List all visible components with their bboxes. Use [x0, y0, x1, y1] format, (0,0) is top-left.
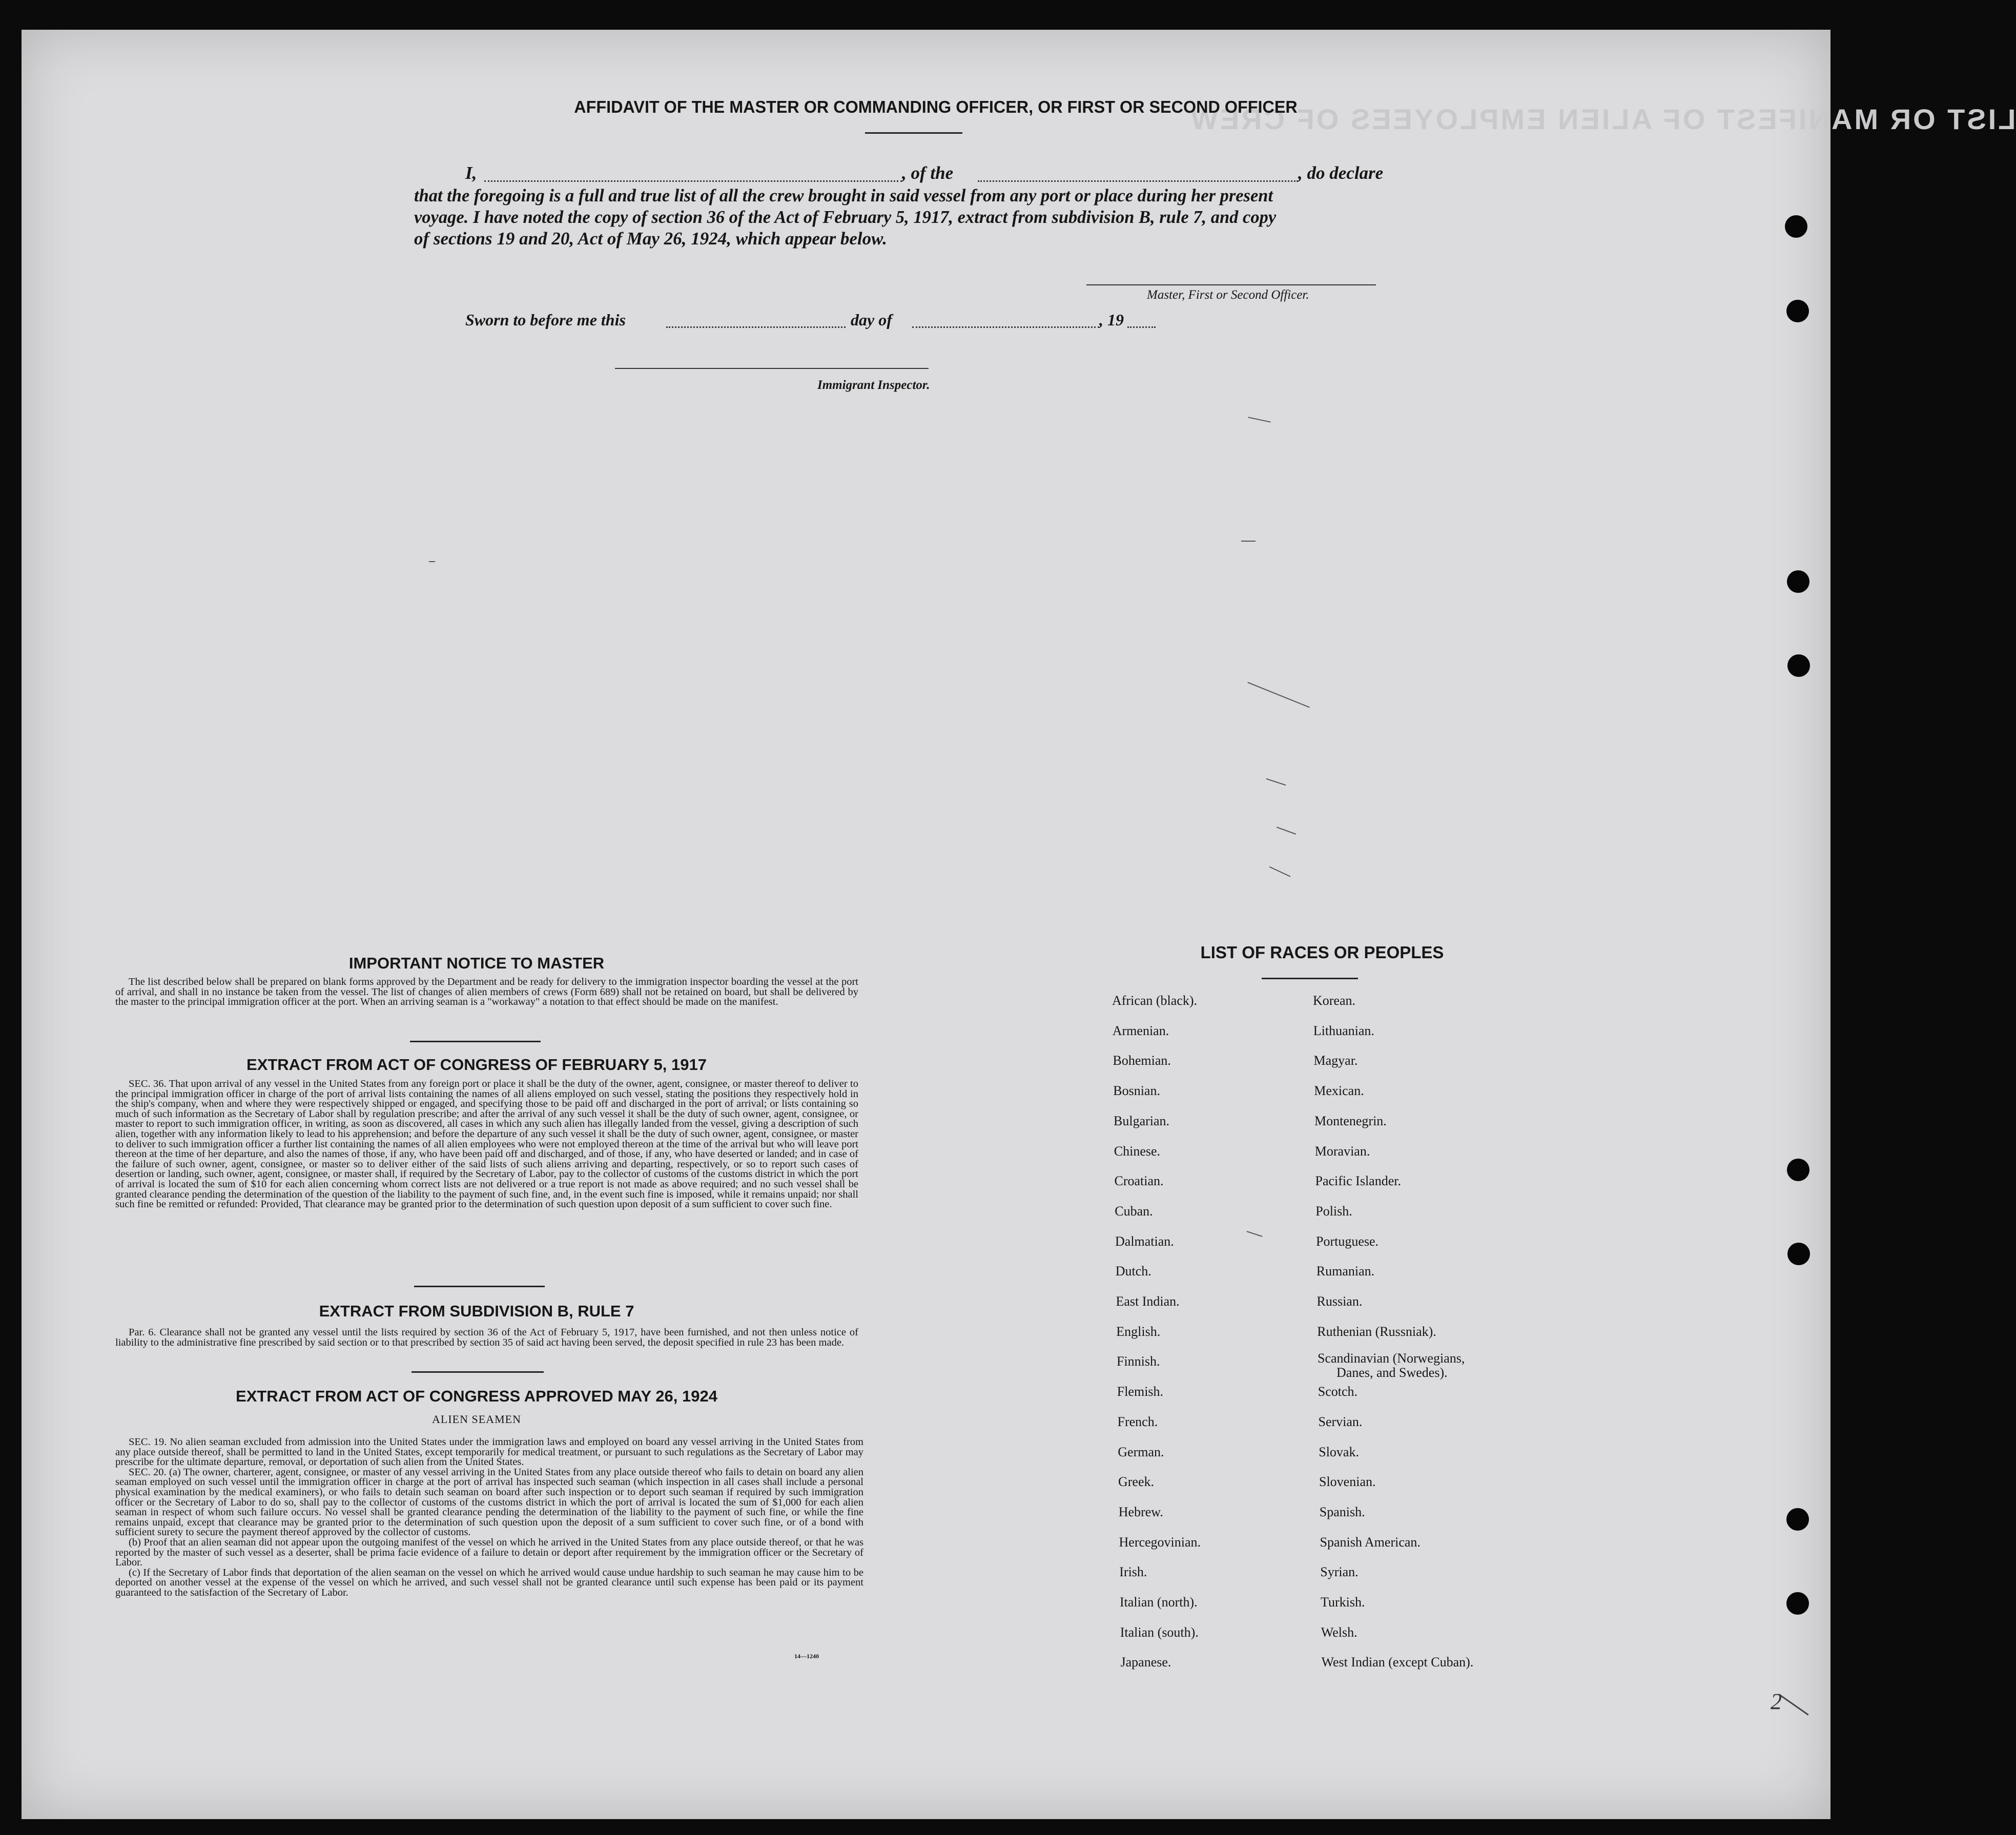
- notice-title: IMPORTANT NOTICE TO MASTER: [348, 954, 605, 972]
- race-item: West Indian (except Cuban).: [1321, 1655, 1474, 1670]
- race-item: Bosnian.: [1113, 1083, 1160, 1099]
- extract-rule7-text: [115, 1328, 858, 1348]
- race-item: Slovak.: [1319, 1444, 1359, 1459]
- extract-1917-text: [115, 1079, 858, 1210]
- race-item: Irish.: [1119, 1564, 1147, 1580]
- master-signature-line[interactable]: [1086, 284, 1376, 285]
- extract-1924-text: [115, 1437, 863, 1598]
- race-item: Armenian.: [1112, 1023, 1169, 1038]
- race-item: Magyar.: [1313, 1053, 1358, 1068]
- affidavit-line-4: of sections 19 and 20, Act of May 26, 1924, which appear below.: [414, 229, 887, 249]
- affidavit-i: I,: [465, 163, 477, 183]
- punch-hole: [1786, 1592, 1809, 1615]
- race-item: Croatian.: [1114, 1173, 1164, 1189]
- scan-mark: [429, 561, 435, 562]
- race-item: Hercegovinian.: [1119, 1534, 1201, 1550]
- race-item: East Indian.: [1116, 1294, 1180, 1309]
- race-item: Montenegrin.: [1314, 1113, 1387, 1128]
- race-item: Pacific Islander.: [1315, 1173, 1401, 1189]
- sworn-month-field[interactable]: [912, 326, 1099, 328]
- affidavit-of-the: , of the: [902, 163, 954, 183]
- sworn-day-field[interactable]: [666, 326, 846, 328]
- race-item: Flemish.: [1117, 1384, 1164, 1399]
- section-divider: [414, 1286, 545, 1287]
- punch-hole: [1787, 654, 1810, 677]
- sec-20b-paragraph: (b) Proof that an alien seaman did not appear upon the outgoing manifest of the vessel on which he arrived in the United States from any place outside thereof, or that he was reported by the master of such vessel as a deserter, shall be prima facie evidence of a failure to detain or deport after requirement by the immigration officer or the Secretary of Labor.: [115, 1536, 863, 1569]
- vessel-name-field[interactable]: [978, 180, 1298, 182]
- race-item: Italian (south).: [1120, 1624, 1199, 1640]
- race-item: Spanish American.: [1320, 1534, 1421, 1550]
- affidavit-line-2: that the foregoing is a full and true list of all the crew brought in said vessel from any port or place during her present: [414, 185, 1273, 205]
- sec-36-paragraph: SEC. 36. That upon arrival of any vessel in the United States from any foreign port or place it shall be the duty of the owner, agent, consignee, or master thereof to deliver to the principal immigration officer in charge of the port of arrival lists containing the names of all aliens employed on such vessel, stating the positions they respectively hold in the ship's company, when and where they were respectively shipped or engaged, and specifying those to be paid off and discharged in the port of arrival; or lists containing so much of such information as the Secretary of Labor shall by regulation prescribe; and after the arrival of any such vessel it shall be the duty of such owner, agent, consignee, or master to report to such immigration officer, in writing, as soon as discovered, all cases in which any such alien has illegally landed from the vessel, giving a description of such alien, together with any information likely to lead to his apprehension; and before the departure of any such vessel it shall be the duty of such owner, agent, consignee, or master to deliver to such immigration officer a further list containing the names of all alien employees who were not employed thereon at the time of the arrival but who will leave port thereon at the time of her departure, and also the names of those, if any, who have been paid off and discharged, and of those, if any, who have deserted or landed; and in case of the failure of such owner, agent, consignee, or master so to deliver either of the said lists of such aliens arriving and departing, respectively, or so to report such cases of desertion or landing, such owner, agent, consignee, or master shall, if required by the Secretary of Labor, pay to the collector of customs of the customs district in which the port of arrival is located the sum of $10 for each alien concerning whom correct lists are not delivered or a true report is not made as above required; and no such vessel shall be granted clearance pending the determination of the question of the liability to the payment of such fine, and, in the event such fine is imposed, while it remains unpaid; nor shall such fine be remitted or refunded: Provided, That clearance may be granted prior to the determination of such question upon deposit of a sum sufficient to cover such fine.: [115, 1078, 858, 1210]
- race-item: Slovenian.: [1319, 1474, 1376, 1490]
- punch-hole: [1787, 570, 1809, 593]
- race-item: Dutch.: [1115, 1264, 1151, 1279]
- race-item: Rumanian.: [1316, 1264, 1375, 1279]
- race-item: English.: [1116, 1324, 1161, 1339]
- bleed-through-title: LIST OR MANIFEST OF ALIEN EMPLOYEES OF CREW: [1189, 103, 2016, 135]
- sec-20a-paragraph: SEC. 20. (a) The owner, charterer, agent, consignee, or master of any vessel arriving in the United States from any place outside thereof who fails to detain on board any alien seaman employed on such vessel until the immigration officer in charge at the port of arrival has inspected such seaman (which inspection in all cases shall include a personal physical examination by the medical examiners), or who fails to detain such seaman on board after such inspection or to deport such seaman if required by such immigration officer or the Secretary of Labor to do so, shall pay to the collector of customs of the customs district in which the port of arrival is located the sum of $1,000 for each alien seaman in respect of whom such failure occurs. No vessel shall be granted clearance pending the determination of the liability to the payment of such fine, or while the fine remains unpaid, except that clearance may be granted prior to the determination of such question upon the deposit of a sum sufficient to cover such fine, or of a bond with sufficient surety to secure the payment thereof approved by the collector of customs.: [115, 1466, 863, 1538]
- page-mark: 2: [1771, 1689, 1782, 1714]
- race-item: Cuban.: [1115, 1203, 1153, 1219]
- punch-hole: [1786, 1508, 1809, 1531]
- extract-1924-title: EXTRACT FROM ACT OF CONGRESS APPROVED MAY 26, 1924: [236, 1387, 717, 1405]
- race-item: Servian.: [1318, 1414, 1363, 1429]
- race-item: Japanese.: [1120, 1655, 1171, 1670]
- race-item: Hebrew.: [1118, 1504, 1163, 1519]
- punch-hole: [1785, 215, 1807, 238]
- race-item: Polish.: [1315, 1203, 1352, 1219]
- par-6-paragraph: Par. 6. Clearance shall not be granted any vessel until the lists required by section 36 of the Act of February 5, 1917, have been furnished, and not then unless notice of liability to the administrative fine prescribed by said section or to that prescribed by section 35 of said act having been served, the deposit specified in rule 23 has been made.: [115, 1327, 858, 1348]
- race-item: African (black).: [1112, 993, 1198, 1008]
- alien-seamen-subtitle: ALIEN SEAMEN: [432, 1413, 521, 1426]
- race-item: Moravian.: [1314, 1143, 1370, 1159]
- race-item: Bohemian.: [1113, 1053, 1171, 1068]
- sworn-prefix: Sworn to before me this: [465, 311, 626, 329]
- race-item: Korean.: [1313, 993, 1356, 1008]
- race-item: Russian.: [1316, 1294, 1363, 1309]
- declarant-name-field[interactable]: [484, 180, 902, 182]
- race-item: Greek.: [1118, 1474, 1155, 1490]
- sworn-year-field[interactable]: [1127, 326, 1156, 328]
- form-number: 14—1240: [794, 1653, 819, 1660]
- section-divider: [412, 1371, 544, 1373]
- inspector-signature-label: Immigrant Inspector.: [817, 378, 930, 392]
- inspector-signature-line[interactable]: [615, 368, 929, 369]
- notice-paragraph: The list described below shall be prepared on blank forms approved by the Department and be ready for delivery to the immigration inspector boarding the vessel at the port of arrival, and shall in no instance be taken from the vessel. The list of changes of alien members of crews (Form 689) shall not be retained on board, but shall be delivered by the master to the principal immigration officer at the port. When an arriving seaman is a "workaway" a notation to that effect should be made on the manifest.: [115, 976, 858, 1008]
- extract-rule7-title: EXTRACT FROM SUBDIVISION B, RULE 7: [319, 1302, 634, 1320]
- section-divider: [410, 1041, 541, 1042]
- race-item: Turkish.: [1321, 1595, 1365, 1610]
- scan-mark: [1241, 541, 1256, 542]
- punch-hole: [1787, 1159, 1809, 1181]
- sworn-day-of: day of: [851, 311, 892, 329]
- race-item: Chinese.: [1114, 1143, 1161, 1159]
- affidavit-title-underline: [865, 132, 962, 134]
- race-item: Ruthenian (Russniak).: [1317, 1324, 1436, 1339]
- punch-hole: [1786, 300, 1809, 322]
- races-title: LIST OF RACES OR PEOPLES: [1200, 943, 1444, 962]
- races-title-underline: [1262, 978, 1358, 979]
- race-item: Syrian.: [1320, 1564, 1359, 1580]
- race-item: Spanish.: [1319, 1504, 1365, 1519]
- race-item: German.: [1118, 1444, 1164, 1459]
- race-item: French.: [1117, 1414, 1158, 1429]
- race-item: Lithuanian.: [1313, 1023, 1374, 1038]
- race-item: Finnish.: [1117, 1354, 1160, 1369]
- master-signature-label: Master, First or Second Officer.: [1147, 288, 1309, 302]
- race-item-continuation: Danes, and Swedes).: [1336, 1365, 1448, 1380]
- extract-1917-title: EXTRACT FROM ACT OF CONGRESS OF FEBRUARY 5, 1917: [246, 1056, 707, 1074]
- race-item: Mexican.: [1314, 1083, 1364, 1099]
- race-item: Portuguese.: [1316, 1233, 1379, 1249]
- sec-19-paragraph: SEC. 19. No alien seaman excluded from admission into the United States under the immigration laws and employed on board any vessel arriving in the United States from any place outside thereof, shall be permitted to land in the United States, except temporarily for medical treatment, or pursuant to such regulations as the Secretary of Labor may prescribe for the ultimate departure, removal, or deportation of such alien from the United States.: [115, 1436, 863, 1468]
- race-item: Italian (north).: [1120, 1595, 1198, 1610]
- race-item: Scandinavian (Norwegians,: [1318, 1351, 1465, 1366]
- affidavit-line-3: voyage. I have noted the copy of section 36 of the Act of February 5, 1917, extract from subdivision B, rule 7, and copy: [414, 207, 1277, 227]
- race-item: Bulgarian.: [1114, 1113, 1170, 1128]
- race-item: Scotch.: [1318, 1384, 1358, 1399]
- race-item: Welsh.: [1321, 1624, 1357, 1640]
- sec-20c-paragraph: (c) If the Secretary of Labor finds that deportation of the alien seaman on the vessel on which he arrived would cause undue hardship to such seaman he may cause him to be deported on another vessel at the expense of the vessel on which he arrived, and such vessel shall not be granted clearance until such expense has been paid or its payment guaranteed to the satisfaction of the Secretary of Labor.: [115, 1566, 863, 1598]
- sworn-year: , 19: [1099, 311, 1124, 329]
- affidavit-declare: , do declare: [1298, 163, 1384, 183]
- punch-hole: [1787, 1243, 1810, 1265]
- race-item: Dalmatian.: [1115, 1233, 1174, 1249]
- notice-text: [115, 977, 858, 1007]
- affidavit-title: AFFIDAVIT OF THE MASTER OR COMMANDING OFFICER, OR FIRST OR SECOND OFFICER: [574, 97, 1298, 116]
